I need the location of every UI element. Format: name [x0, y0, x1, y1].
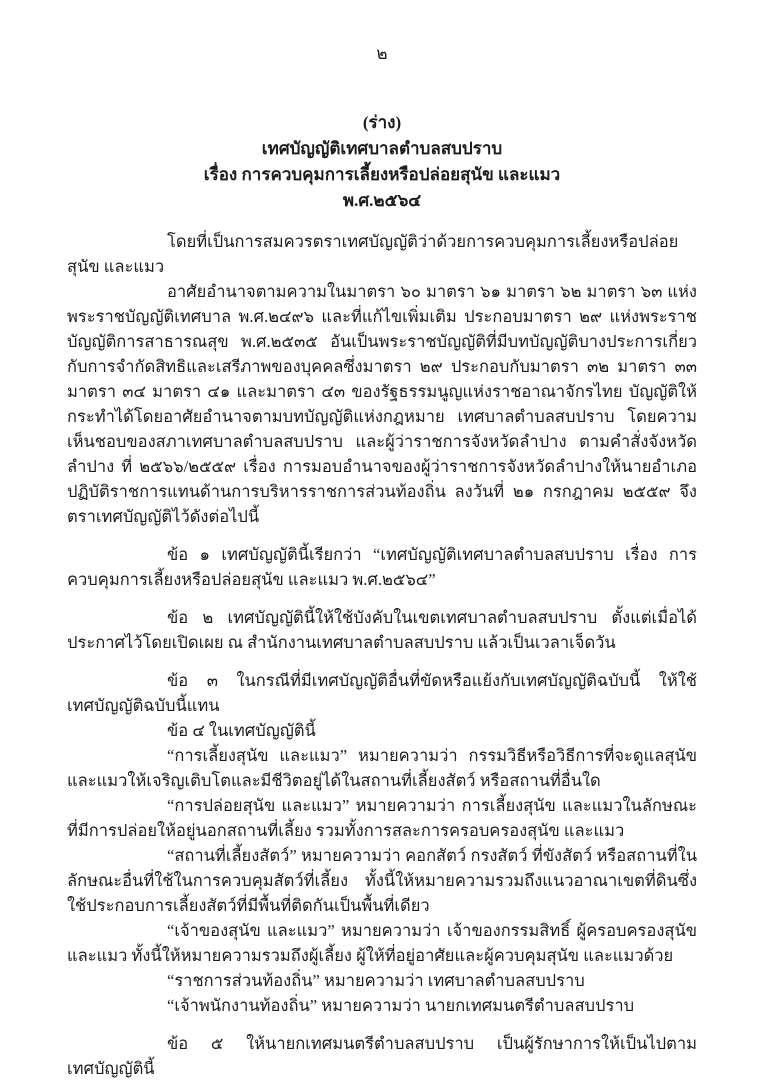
paragraph: ข้อ ๒ เทศบัญญัตินี้ให้ใช้บังคับในเขตเทศบาลตำบลสบปราบ ตั้งแต่เมื่อได้ประกาศไว้โดยเปิดเผย ณ สำนักงานเทศบาลตำบลสบปราบ แล้วเป็นเวลาเจ็ดวัน: [67, 608, 697, 652]
paragraph: “การเลี้ยงสุนัข และแมว” หมายความว่า กรรมวิธีหรือวิธีการที่จะดูแลสุนัข และแมวให้เจริญเติบโตและมีชีวิตอยู่ได้ในสถานที่เลี้ยงสัตว์ หรือสถานที่อื่นใด: [67, 746, 697, 790]
paragraph: โดยที่เป็นการสมควรตราเทศบัญญัติว่าด้วยการควบคุมการเลี้ยงหรือปล่อยสุนัข และแมว: [67, 232, 679, 276]
paragraph: “ราชการส่วนท้องถิ่น” หมายความว่า เทศบาลตำบลสบปราบ: [167, 971, 585, 990]
page-number: ๒: [376, 44, 388, 63]
document-subject: เรื่อง การควบคุมการเลี้ยงหรือปล่อยสุนัข และแมว: [203, 165, 561, 184]
paragraph: “เจ้าพนักงานท้องถิ่น” หมายความว่า นายกเทศมนตรีตำบลสบปราบ: [167, 996, 635, 1015]
paragraph: “การปล่อยสุนัข และแมว” หมายความว่า การเลี้ยงสุนัข และแมวในลักษณะที่มีการปล่อยให้อยู่นอกสถานที่เลี้ยง รวมทั้งการสละการครอบครองสุนัข และแมว: [67, 796, 697, 840]
document-title: เทศบัญญัติเทศบาลตำบลสบปราบ: [261, 139, 503, 158]
paragraph: อาศัยอำนาจตามความในมาตรา ๖๐ มาตรา ๖๑ มาตรา ๖๒ มาตรา ๖๓ แห่งพระราชบัญญัติเทศบาล พ.ศ.๒๔๙๖ และที่แก้ไขเพิ่มเติม ประกอบมาตรา ๒๙ แห่งพระราชบัญญัติการสาธารณสุข พ.ศ.๒๕๓๕ อันเป็นพระราชบัญญัติที่มีบทบัญญัติบางประการเกี่ยวกับการจำกัดสิทธิและเสรีภาพของบุคคลซึ่งมาตรา ๒๙ ประกอบกับมาตรา ๓๒ มาตรา ๓๓ มาตรา ๓๔ มาตรา ๔๑ และมาตรา ๔๓ ของรัฐธรรมนูญแห่งราชอาณาจักรไทย บัญญัติให้กระทำได้โดยอาศัยอำนาจตามบทบัญญัติแห่งกฎหมาย เทศบาลตำบลสบปราบ โดยความเห็นชอบของสภาเทศบาลตำบลสบปราบ และผู้ว่าราชการจังหวัดลำปาง ตามคำสั่งจังหวัดลำปาง ที่ ๒๕๖๖/๒๕๕๙ เรื่อง การมอบอำนาจของผู้ว่าราชการจังหวัดลำปางให้นายอำเภอปฏิบัติราชการแทนด้านการบริหารราชการส่วนท้องถิ่น ลงวันที่ ๒๑ กรกฎาคม ๒๕๕๙ จึงตราเทศบัญญัติไว้ดังต่อไปนี้: [67, 282, 697, 526]
document-header: [67, 110, 697, 214]
document-body: [67, 229, 697, 1080]
paragraph: ข้อ ๑ เทศบัญญัตินี้เรียกว่า “เทศบัญญัติเทศบาลตำบลสบปราบ เรื่อง การควบคุมการเลี้ยงหรือปล่อยสุนัข และแมว พ.ศ.๒๕๖๔”: [67, 545, 697, 589]
paragraph: “สถานที่เลี้ยงสัตว์” หมายความว่า คอกสัตว์ กรงสัตว์ ที่ขังสัตว์ หรือสถานที่ในลักษณะอื่นที่ใช้ในการควบคุมสัตว์ที่เลี้ยง ทั้งนี้ให้หมายความรวมถึงแนวอาณาเขตที่ดินซึ่งใช้ประกอบการเลี้ยงสัตว์ที่มีพื้นที่ติดกันเป็นพื้นที่เดียว: [67, 846, 697, 915]
draft-label: (ร่าง): [362, 113, 402, 132]
paragraph: ข้อ ๔ ในเทศบัญญัตินี้: [167, 721, 316, 740]
paragraph: ข้อ ๕ ให้นายกเทศมนตรีตำบลสบปราบ เป็นผู้รักษาการให้เป็นไปตามเทศบัญญัตินี้: [67, 1034, 697, 1078]
paragraph: ข้อ ๓ ในกรณีที่มีเทศบัญญัติอื่นที่ขัดหรือแย้งกับเทศบัญญัติฉบับนี้ ให้ใช้เทศบัญญัติฉบับนี้แทน: [67, 671, 697, 715]
document-year: พ.ศ.๒๕๖๔: [342, 191, 422, 210]
paragraph: “เจ้าของสุนัข และแมว” หมายความว่า เจ้าของกรรมสิทธิ์ ผู้ครอบครองสุนัข และแมว ทั้งนี้ให้หมายความรวมถึงผู้เลี้ยง ผู้ให้ที่อยู่อาศัยและผู้ควบคุมสุนัข และแมวด้วย: [67, 921, 697, 965]
